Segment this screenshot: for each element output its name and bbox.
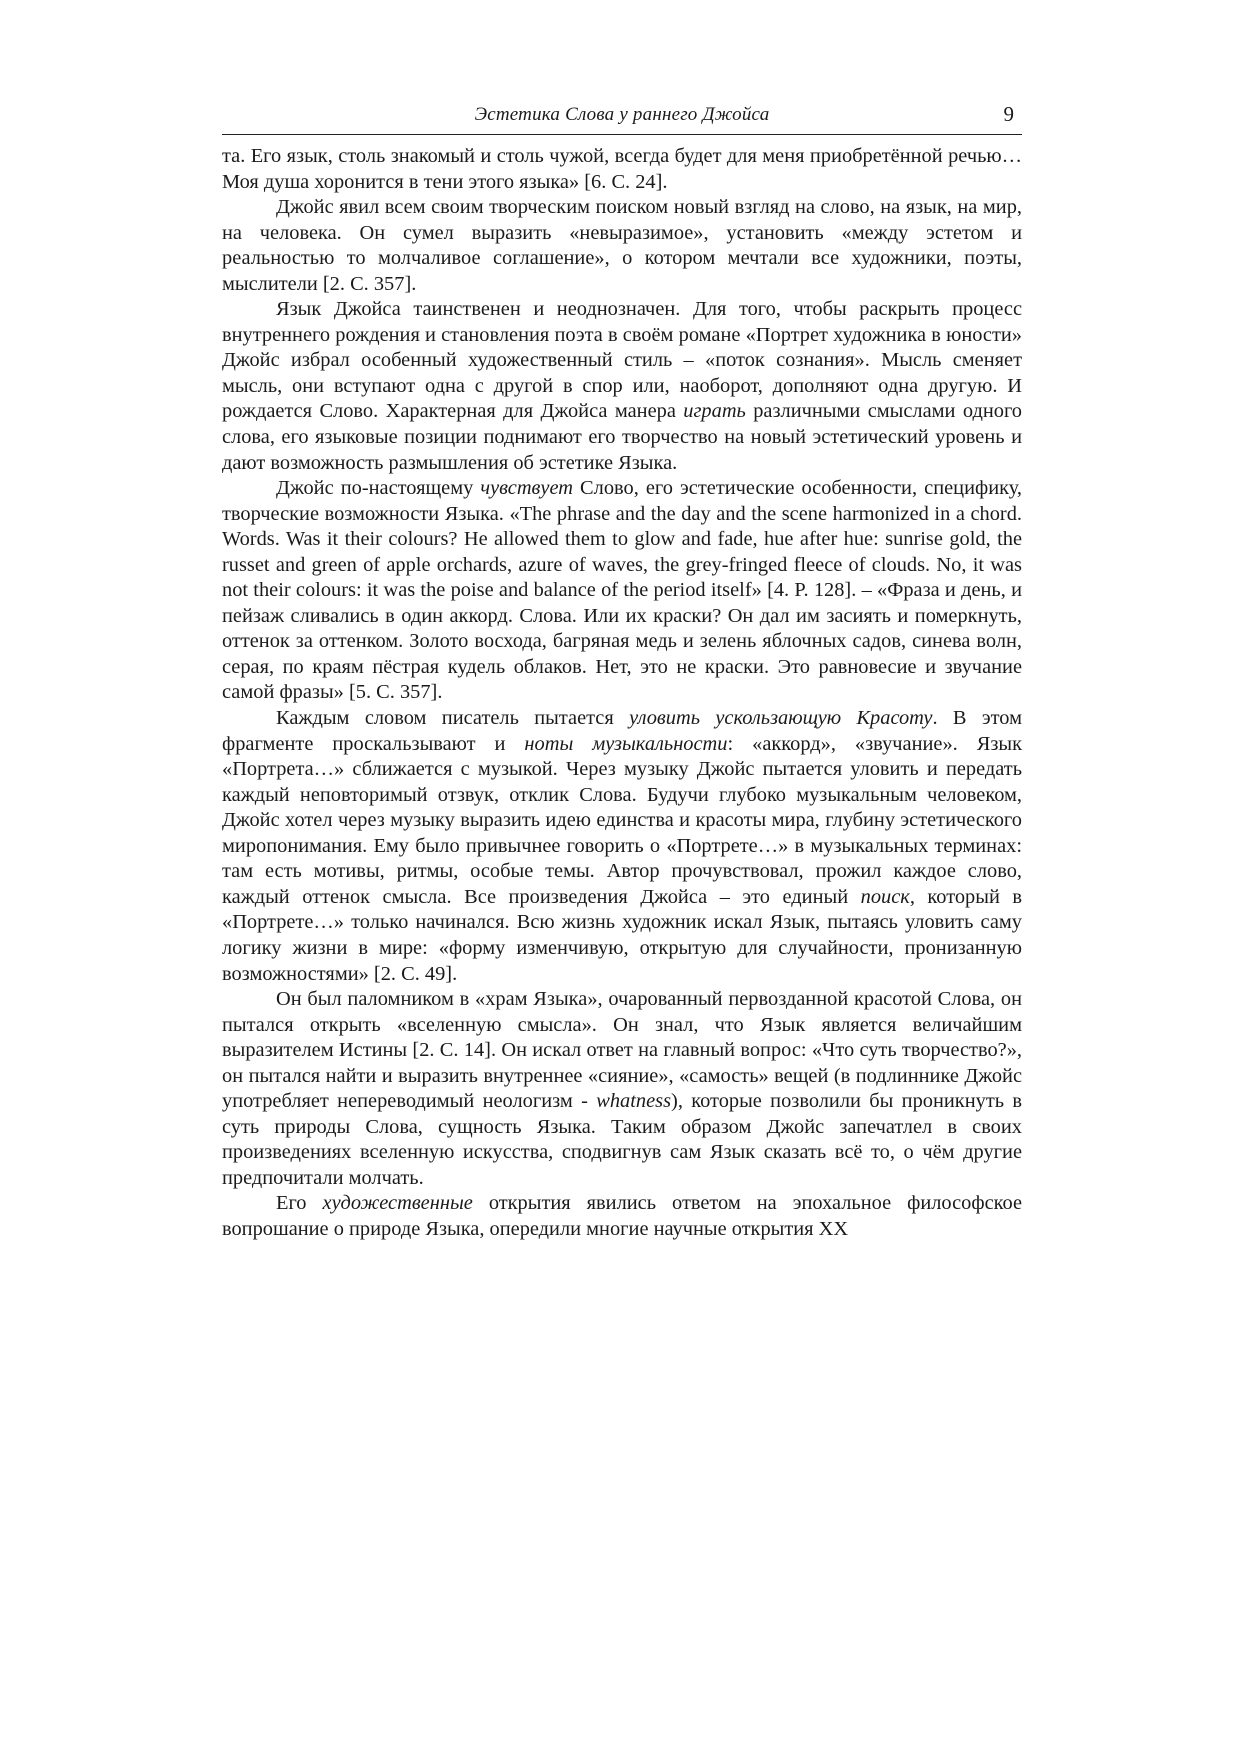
text-run: открытия явились ответом на эпохальное философское вопрошание о природе Языка, опередили многие научные открытия XX	[222, 1192, 1022, 1240]
text-run: , который в «Портрете…» только начинался. Всю жизнь художник искал Язык, пытаясь уловить саму логику жизни в мире: «форму изменчивую, открытую для случайности, пронизанную возможностями» [2. С. 49].	[222, 885, 1022, 985]
text-run: : «аккорд», «звучание». Язык «Портрета…» сближается с музыкой. Через музыку Джойс пытается уловить и передать каждый неповторимый отзвук, отклик Слова. Будучи глубоко музыкальным человеком, Джойс хотел через музыку выразить идею единства и красоты мира, глубину эстетического миропонимания. Ему было привычнее говорить о «Портрете…» в музыкальных терминах: там есть мотивы, ритмы, особые темы. Автор прочувствовал, прожил каждое слово, каждый оттенок смысла. Все произведения Джойса – это единый	[222, 732, 1022, 908]
italic-emphasis: поиск	[860, 885, 910, 908]
italic-emphasis: уловить ускользающую Красоту	[629, 707, 933, 730]
text-run: различными смыслами одного слова, его языковые позиции поднимают его творчество на новый эстетический уровень и дают возможность размышления об эстетике Языка.	[222, 400, 1022, 474]
book-page	[222, 100, 1022, 1243]
text-run: . В этом фрагменте проскальзывают и	[222, 707, 1022, 755]
body-text	[222, 144, 1022, 1243]
paragraph	[222, 297, 1022, 476]
text-run: Джойс явил всем своим творческим поиском новый взгляд на слово, на язык, на мир, на человека. Он сумел выразить «невыразимое», установить «между эстетом и реальностью то молчаливое соглашение», о котором мечтали все художники, поэты, мыслители [2. С. 357].	[222, 196, 1022, 295]
italic-emphasis: ноты музыкальности	[524, 732, 728, 755]
text-run: Джойс по-настоящему	[276, 477, 481, 500]
paragraph	[222, 476, 1022, 706]
italic-emphasis: художественные	[322, 1192, 473, 1215]
paragraph	[222, 195, 1022, 297]
italic-emphasis: играть	[683, 400, 746, 423]
paragraph	[222, 1191, 1022, 1242]
paragraph	[222, 987, 1022, 1191]
text-run: ), которые позволили бы проникнуть в суть природы Слова, сущность Языка. Таким образом Джойс запечатлел в своих произведениях вселенную искусства, сподвигнув сам Язык сказать всё то, о чём другие предпочитали молчать.	[222, 1090, 1022, 1189]
italic-emphasis: whatness	[596, 1090, 672, 1113]
page-number: 9	[1003, 102, 1014, 126]
text-run: Каждым словом писатель пытается	[276, 707, 630, 730]
running-title: Эстетика Слова у раннего Джойса	[474, 104, 770, 125]
text-run: Язык Джойса таинственен и неоднозначен. Для того, чтобы раскрыть процесс внутреннего рождения и становления поэта в своём романе «Портрет художника в юности» Джойс избрал особенный художественный стиль – «поток сознания». Мысль сменяет мысль, они вступают одна с другой в спор или, наоборот, дополняют одна другую. И рождается Слово. Характерная для Джойса манера	[222, 298, 1022, 423]
paragraph	[222, 706, 1022, 987]
text-run: Слово, его эстетические особенности, специфику, творческие возможности Языка. «The phrase and the day and the scene harmonized in a chord. Words. Was it their colours? He allowed them to glow and fade, hue after hue: sunrise gold, the russet and green of apple orchards, azure of waves, the grey-fringed fleece of clouds. No, it was not their colours: it was the poise and balance of the period itself» [4. P. 128]. – «Фраза и день, и пейзаж сливались в один аккорд. Слова. Или их краски? Он дал им засиять и померкнуть, оттенок за оттенком. Золото восхода, багряная медь и зелень яблочных садов, синева волн, серая, по краям пёстрая кудель облаков. Нет, это не краски. Это равновесие и звучание самой фразы» [5. С. 357].	[222, 477, 1022, 704]
running-header	[222, 100, 1022, 135]
paragraph	[222, 144, 1022, 195]
text-run: Он был паломником в «храм Языка», очарованный первозданной красотой Слова, он пытался открыть «вселенную смысла». Он знал, что Язык является величайшим выразителем Истины [2. С. 14]. Он искал ответ на главный вопрос: «Что суть творчество?», он пытался найти и выразить внутреннее «сияние», «самость» вещей (в подлиннике Джойс употребляет непереводимый неологизм -	[222, 988, 1022, 1113]
italic-emphasis: чувствует	[480, 477, 573, 500]
text-run: Его	[276, 1192, 323, 1215]
text-run: та. Его язык, столь знакомый и столь чужой, всегда будет для меня приобретённой речью…Моя душа хоронится в тени этого языка» [6. С. 24].	[222, 145, 1022, 193]
